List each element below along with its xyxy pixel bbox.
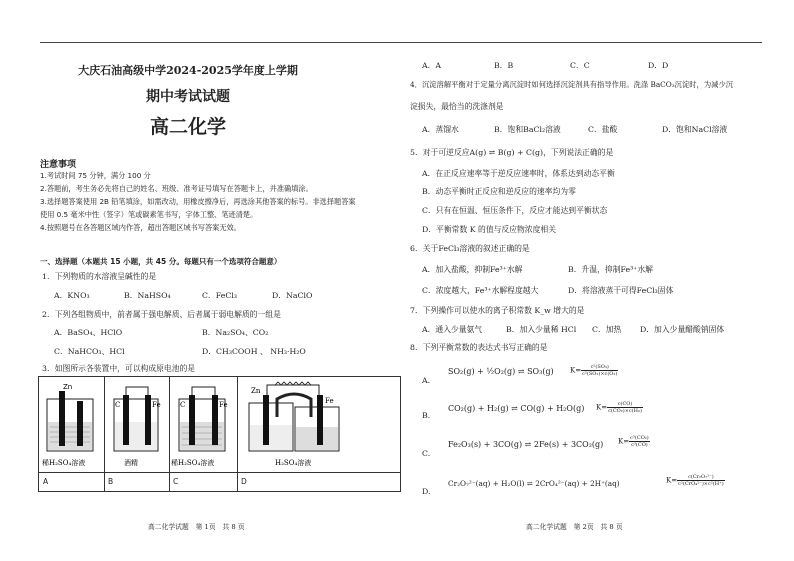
apparatus-c — [169, 377, 238, 491]
beaker-c-figure — [169, 377, 237, 472]
note-item: 4.按照题号在各答题区域内作答，超出答题区域书写答案无效。 — [40, 223, 241, 232]
question-7-stem: 7．下列操作可以使水的离子积常数 K_w 增大的是 — [410, 306, 585, 315]
q1-option-a: A．KNO₃ — [54, 291, 90, 300]
q3-option-a: A．A — [422, 61, 442, 70]
question-8-stem: 8．下列平衡常数的表达式书写正确的是 — [410, 343, 548, 352]
beaker-b-figure — [104, 377, 169, 472]
footer-left: 高二化学试题 第 1页 共 8 页 — [148, 523, 245, 531]
beakers-d-figure — [237, 377, 400, 472]
q7-option-d: D．加入少量醋酸钠固体 — [640, 325, 725, 334]
q4-option-d: D．饱和NaCl溶液 — [662, 125, 728, 134]
note-item: 1.考试时间 75 分钟，满分 100 分 — [40, 171, 151, 180]
q8-d-k-expression: K= $\frac{\text{c(Cr₂O₇²⁻)}}{\text{c²(CrO₄²⁻)×c²(H⁺)}}$ — [666, 474, 724, 487]
q5-option-b: B．动态平衡时正反应和逆反应的速率均为零 — [422, 187, 576, 196]
q2-option-b: B．Na₂SO₄、CO₂ — [202, 328, 269, 337]
electrode-label: Zn — [251, 387, 261, 395]
q5-option-a: A．在正反应速率等于逆反应速率时，体系达到动态平衡 — [422, 169, 615, 178]
page-right — [408, 0, 763, 561]
footer-right: 高二化学试题 第 2页 共 8 页 — [526, 523, 623, 531]
school-name: 大庆石油高级中学2024-2025学年度上学期 — [78, 64, 298, 77]
q8-b-k-expression: K= $\frac{c(CO)}{\text{c(CO₂)×c(H₂)}}$ — [596, 401, 642, 414]
exam-title: 期中考试试题 — [146, 89, 230, 105]
q4-option-a: A．蒸馏水 — [422, 125, 459, 134]
q7-option-b: B．加入少量稀 HCl — [506, 325, 577, 334]
apparatus-table — [38, 376, 401, 492]
solution-label: 稀H₂SO₄溶液 — [42, 459, 86, 467]
question-6-stem: 6．关于FeCl₃溶液的叙述正确的是 — [410, 244, 530, 253]
q5-option-c: C．只有在恒温、恒压条件下，反应才能达到平衡状态 — [422, 206, 608, 215]
apparatus-c-label: C — [169, 472, 237, 492]
question-2-stem: 2．下列各组物质中，前者属于强电解质、后者属于弱电解质的一组是 — [42, 310, 281, 319]
beaker-a-figure — [39, 377, 104, 472]
q1-option-d: D．NaClO — [272, 291, 313, 300]
apparatus-a-label: A — [39, 472, 104, 492]
solution-label: 酒精 — [124, 459, 138, 467]
apparatus-d — [237, 377, 400, 491]
apparatus-b — [104, 377, 170, 491]
q2-option-c: C．NaHCO₃、HCl — [54, 347, 125, 356]
q8-option-c-label: C. — [422, 449, 431, 458]
apparatus-d-label: D — [237, 472, 400, 492]
solution-label: 稀H₂SO₄溶液 — [171, 459, 215, 467]
question-3-stem: 3．如图所示各装置中，可以构成原电池的是 — [42, 364, 196, 373]
notes-title: 注意事项 — [40, 160, 77, 170]
q3-option-c: C．C — [570, 61, 590, 70]
note-item: 3.选择题答案使用 2B 铅笔填涂，如需改动，用橡皮擦净后，再选涂其他答案的标号。非选择题答案 — [40, 197, 356, 206]
electrode-label: Zn — [63, 383, 73, 391]
q7-option-c: C．加热 — [592, 325, 622, 334]
q3-option-d: D．D — [648, 61, 669, 70]
apparatus-a — [39, 377, 105, 491]
question-1-stem: 1．下列物质的水溶液呈碱性的是 — [42, 272, 157, 281]
q5-option-d: D．平衡常数 K 的值与反应物浓度相关 — [422, 225, 556, 234]
solution-label: H₂SO₄溶液 — [275, 459, 312, 467]
q7-option-a: A．通入少量氨气 — [422, 325, 483, 334]
q2-option-d: D．CH₃COOH 、 NH₃·H₂O — [202, 347, 306, 356]
q8-c-equation: Fe₂O₃(s) + 3CO(g) ⇌ 2Fe(s) + 3CO₂(g) — [448, 440, 604, 449]
q8-option-a-label: A. — [422, 376, 431, 385]
electrode-label: Fe — [152, 401, 161, 409]
question-4-stem-cont: 淀损失，最恰当的洗涤剂是 — [410, 102, 504, 111]
electrode-label: Fe — [325, 397, 334, 405]
question-5-stem: 5．对于可逆反应A(g) ⇌ B(g) + C(g)，下列说法正确的是 — [410, 148, 614, 157]
q8-a-k-expression: K= $\frac{\text{c²(SO₃)}}{\text{c²(SO₂)×c(O₂)}}$ — [570, 364, 618, 377]
q6-option-d: D．将溶液蒸干可得FeCl₃固体 — [568, 286, 674, 295]
q4-option-c: C．盐酸 — [588, 125, 618, 134]
q6-option-a: A．加入盐酸，抑制Fe³⁺水解 — [422, 265, 523, 274]
note-item: 2.答题前，考生务必先将自己的姓名、班级、准考证号填写在答题卡上，并准确填涂。 — [40, 184, 313, 193]
page-left — [38, 0, 400, 561]
q6-option-b: B．升温，抑制Fe³⁺水解 — [568, 265, 653, 274]
q1-option-b: B．NaHSO₄ — [124, 291, 171, 300]
q4-option-b: B．饱和BaCl₂溶液 — [494, 125, 561, 134]
q8-b-equation: CO₂(g) + H₂(g) ⇌ CO(g) + H₂O(g) — [448, 404, 585, 413]
apparatus-b-label: B — [104, 472, 169, 492]
q8-option-d-label: D. — [422, 487, 431, 496]
electrode-label: C — [180, 401, 186, 409]
q8-a-equation: SO₂(g) + ½O₂(g) ⇌ SO₃(g) — [448, 367, 554, 376]
q3-option-b: B．B — [494, 61, 514, 70]
subject-title: 高二化学 — [149, 116, 226, 138]
q8-d-equation: Cr₂O₇²⁻(aq) + H₂O(l) ⇌ 2CrO₄²⁻(aq) + 2H⁺(aq) — [448, 479, 620, 488]
q8-option-b-label: B. — [422, 411, 431, 420]
q8-c-k-expression: K= $\frac{\text{c³(CO₂)}}{\text{c³(CO)}}$ — [618, 435, 649, 448]
section-heading: 一、选择题（本题共 15 小题，共 45 分。每题只有一个选项符合题意） — [40, 257, 282, 266]
electrode-label: C — [115, 401, 121, 409]
question-4-stem: 4．沉淀溶解平衡对于定量分离沉淀时如何选择沉淀剂具有指导作用。洗涤 BaCO₃沉淀时，为减少沉 — [410, 80, 734, 89]
note-item: 使用 0.5 毫米中性（签字）笔或碳素笔书写，字体工整、笔迹清楚。 — [40, 210, 258, 219]
q6-option-c: C．浓度越大，Fe³⁺水解程度越大 — [422, 286, 539, 295]
electrode-label: Fe — [219, 401, 228, 409]
q1-option-c: C．FeCl₃ — [202, 291, 237, 300]
q2-option-a: A．BaSO₄、HClO — [54, 328, 123, 337]
